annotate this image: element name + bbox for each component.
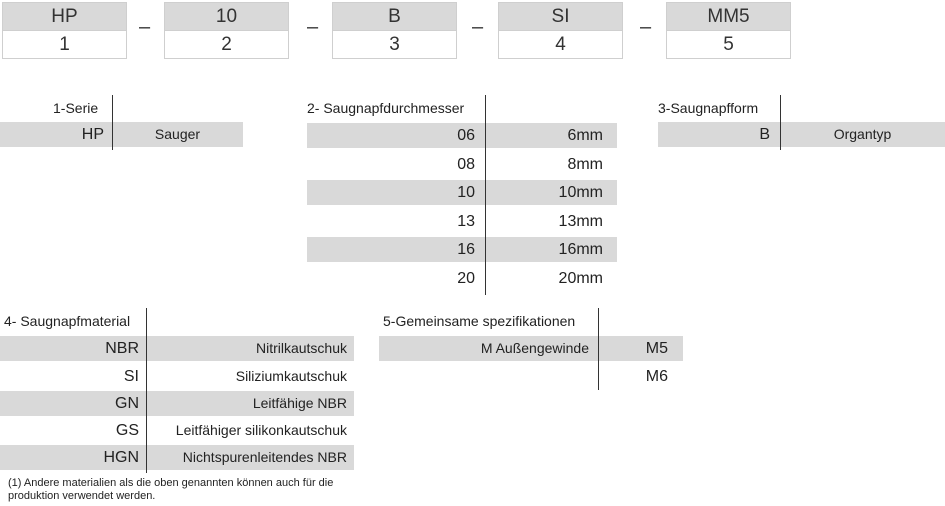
row-code: HP [81,126,104,143]
code-index: 3 [332,30,457,59]
table-row [379,364,683,389]
material-footnote: (1) Andere materialien als die oben genannten können auch für die produktion verwendet werden. [8,477,334,502]
code-index: 2 [164,30,289,59]
row-desc: 10mm [558,184,603,201]
row-desc: 6mm [567,127,603,144]
row-desc: 20mm [558,270,603,287]
row-code: 20 [457,270,475,287]
form-header: 3-Saugnapfform [658,100,759,116]
serie-table [0,95,243,150]
row-code: GS [115,422,139,439]
row-desc: Nitrilkautschuk [255,340,347,356]
column-divider [485,95,486,295]
row-desc: 8mm [567,156,603,173]
material-table [0,308,354,473]
code-box-form [332,2,457,58]
row-desc: Organtyp [833,126,892,142]
code-separator: – [307,16,319,38]
table-row [307,266,617,291]
code-separator: – [139,16,151,38]
code-index: 1 [2,30,127,59]
row-code: 08 [457,156,475,173]
code-index: 4 [498,30,623,59]
code-box-serie [2,2,127,58]
code-value: HP [2,2,127,30]
table-row [0,391,354,416]
row-code: B [759,126,770,143]
table-row [379,336,683,361]
column-divider [598,308,599,390]
serie-header: 1-Serie [53,100,99,116]
code-index: 5 [666,30,791,59]
code-value: SI [498,2,623,30]
table-row [0,122,243,147]
spezifikationen-header: 5-Gemeinsame spezifikationen [383,313,576,329]
table-row [0,418,354,443]
form-table [658,95,945,150]
table-row [307,123,617,148]
row-code: SI [123,368,139,385]
durchmesser-header: 2- Saugnapfdurchmesser [307,100,465,116]
code-separator: – [640,16,652,38]
code-box-material [498,2,623,58]
column-divider [112,95,113,150]
column-divider [146,308,147,473]
code-value: B [332,2,457,30]
code-value: 10 [164,2,289,30]
column-divider [780,95,781,150]
row-code: HGN [103,449,139,466]
row-code: 16 [457,241,475,258]
row-code: M6 [645,368,668,385]
row-desc: Leitfähiger silikonkautschuk [175,422,347,438]
row-desc: Siliziumkautschuk [235,368,347,384]
table-row [0,445,354,470]
row-label: M Außengewinde [480,340,589,356]
row-code: GN [115,395,139,412]
row-code: 10 [457,184,475,201]
spezifikationen-table [379,308,683,390]
row-desc: Sauger [154,126,201,142]
row-code: M5 [645,340,668,357]
table-row [0,364,354,389]
table-row [0,336,354,361]
durchmesser-table [307,95,617,295]
row-code: 06 [457,127,475,144]
row-code: 13 [457,213,475,230]
row-code: NBR [105,340,139,357]
table-row [307,152,617,177]
code-box-durchmesser [164,2,289,58]
code-value: MM5 [666,2,791,30]
table-row [307,237,617,262]
row-desc: 16mm [558,241,603,258]
row-desc: 13mm [558,213,603,230]
material-header: 4- Saugnapfmaterial [4,313,131,329]
table-row [658,122,945,147]
row-desc: Nichtspurenleitendes NBR [182,449,347,465]
code-separator: – [472,16,484,38]
row-desc: Leitfähige NBR [252,395,347,411]
code-box-spezifikation [666,2,791,58]
table-row [307,180,617,205]
table-row [307,209,617,234]
